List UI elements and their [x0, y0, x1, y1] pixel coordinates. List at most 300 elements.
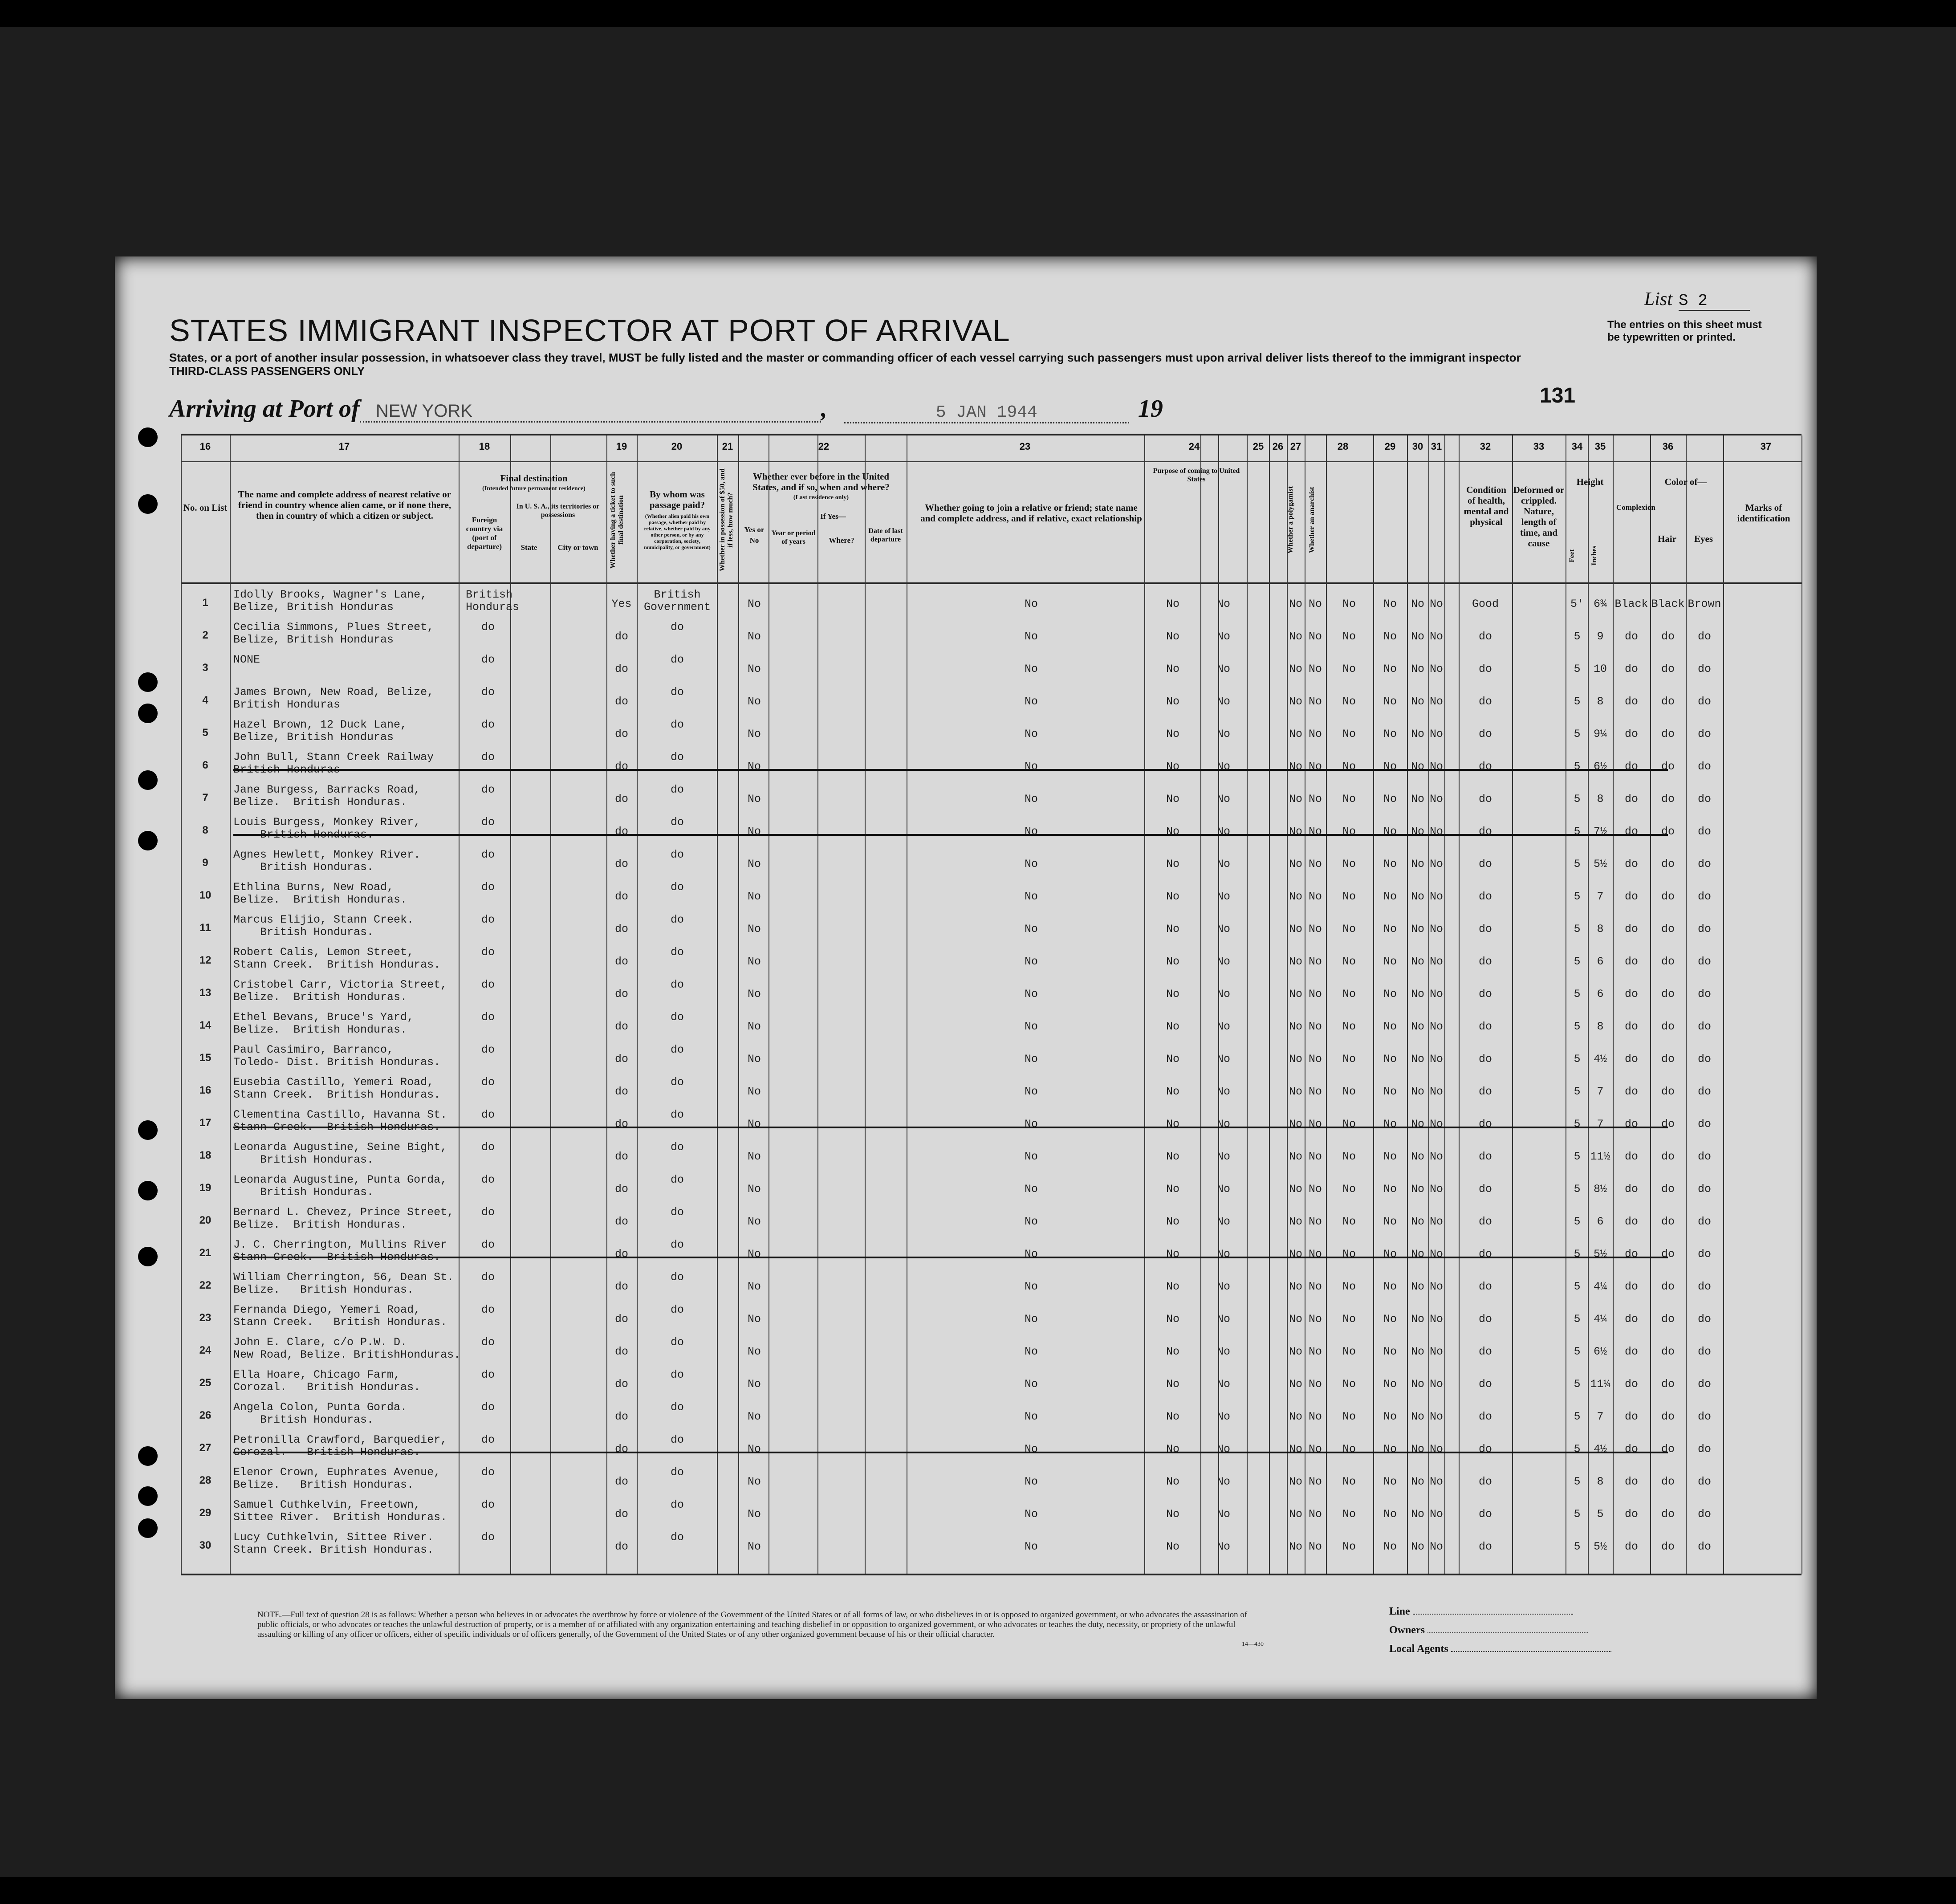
owners-blank[interactable] — [1427, 1632, 1588, 1633]
cell-c26: No — [1289, 663, 1302, 675]
cell-hair: do — [1661, 1053, 1675, 1066]
col-in-usa: In U. S. A., its territories or possessions — [516, 503, 600, 519]
cell-c29: No — [1383, 793, 1397, 806]
cell-complexion: do — [1624, 1053, 1638, 1066]
cell-p1: No — [1166, 923, 1179, 936]
cell-p2: No — [1216, 1508, 1230, 1521]
cell-c27: No — [1308, 1313, 1322, 1326]
cell-c30: No — [1411, 1378, 1424, 1391]
cell-c27: No — [1308, 760, 1322, 773]
line-blank[interactable] — [1413, 1614, 1573, 1615]
col-passage — [639, 489, 715, 550]
row-number: 30 — [199, 1539, 211, 1551]
cell-c29: No — [1383, 1345, 1397, 1358]
cell-c26: No — [1289, 1053, 1302, 1066]
cell-passage: do — [670, 1173, 684, 1186]
cell-c26: No — [1289, 1150, 1302, 1163]
cell-c26: No — [1289, 1183, 1302, 1196]
cell-c30: No — [1411, 695, 1424, 708]
cell-passage: do — [670, 816, 684, 829]
row-number: 16 — [199, 1084, 211, 1096]
relative-address: Cristobel Carr, Victoria Street, Belize. British Honduras. — [233, 978, 447, 1004]
row-number: 8 — [202, 824, 208, 836]
row-number: 6 — [202, 759, 208, 771]
cell-c30: No — [1411, 923, 1424, 936]
cell-p2: No — [1216, 825, 1230, 838]
row-number: 5 — [202, 727, 208, 739]
cell-c30: No — [1411, 630, 1424, 643]
cell-feet: 5 — [1574, 728, 1581, 740]
cell-foreign: do — [481, 621, 495, 634]
cell-c26: No — [1289, 1540, 1302, 1553]
cell-c29: No — [1383, 630, 1397, 643]
cell-p1: No — [1166, 858, 1179, 871]
cell-c27: No — [1308, 1118, 1322, 1131]
column-number: 28 — [1337, 441, 1349, 452]
cell-c30: No — [1411, 988, 1424, 1001]
cell-inches: 7½ — [1593, 825, 1607, 838]
cell-feet: 5 — [1574, 890, 1581, 903]
cell-passage: do — [670, 946, 684, 959]
cell-before: No — [747, 598, 761, 610]
page-number: 131 — [1540, 384, 1576, 407]
list-value: S 2 — [1679, 292, 1750, 311]
row-number: 23 — [199, 1312, 211, 1324]
col-final-destination — [462, 473, 606, 494]
cell-feet: 5 — [1574, 1508, 1581, 1521]
table-row — [181, 944, 1801, 976]
cell-passage: do — [670, 1141, 684, 1154]
agents-blank[interactable] — [1451, 1651, 1611, 1652]
cell-p2: No — [1216, 1215, 1230, 1228]
cell-hair: do — [1661, 1085, 1675, 1098]
table-row — [181, 1172, 1801, 1203]
cell-c27: No — [1308, 1053, 1322, 1066]
table-row — [181, 1465, 1801, 1496]
cell-c26: No — [1289, 793, 1302, 806]
cell-p2: No — [1216, 923, 1230, 936]
relative-address: Angela Colon, Punta Gorda. British Honduras. — [233, 1401, 407, 1426]
relative-address: Ella Hoare, Chicago Farm, Corozal. British Honduras. — [233, 1368, 421, 1394]
cell-complexion: do — [1624, 1410, 1638, 1423]
cell-c30: No — [1411, 760, 1424, 773]
table-row — [181, 1042, 1801, 1073]
cell-c29: No — [1383, 1313, 1397, 1326]
cell-passage: do — [670, 1368, 684, 1381]
cell-inches: 7 — [1597, 1410, 1604, 1423]
column-number: 31 — [1431, 441, 1442, 452]
col-deformed: Deformed or crippled. Nature, length of time, and cause — [1513, 484, 1565, 549]
table-row — [181, 847, 1801, 878]
cell-c27: No — [1308, 1540, 1322, 1553]
cell-p2: No — [1216, 858, 1230, 871]
cell-foreign: do — [481, 1531, 495, 1544]
cell-hair: do — [1661, 1443, 1675, 1456]
cell-foreign: do — [481, 1173, 495, 1186]
cell-passage: do — [670, 1303, 684, 1316]
cell-c29: No — [1383, 1280, 1397, 1293]
relative-address: William Cherrington, 56, Dean St. Belize. British Honduras. — [233, 1271, 454, 1296]
cell-p2: No — [1216, 1345, 1230, 1358]
cell-c28: No — [1342, 760, 1356, 773]
cell-ticket: do — [614, 760, 628, 773]
cell-hair: do — [1661, 923, 1675, 936]
cell-p2: No — [1216, 1540, 1230, 1553]
relative-address: NONE — [233, 653, 260, 666]
cell-feet: 5 — [1574, 1020, 1581, 1033]
cell-ticket: do — [614, 955, 628, 968]
cell-passage: do — [670, 881, 684, 894]
cell-p2: No — [1216, 598, 1230, 610]
row-number: 18 — [199, 1149, 211, 1161]
relative-address: Hazel Brown, 12 Duck Lane, Belize, British Honduras — [233, 718, 407, 744]
cell-c29: No — [1383, 1508, 1397, 1521]
table-row — [181, 684, 1801, 716]
cell-ticket: do — [614, 1378, 628, 1391]
table-row — [181, 1204, 1801, 1236]
cell-c27: No — [1308, 1280, 1322, 1293]
cell-complexion: do — [1624, 1345, 1638, 1358]
punch-hole — [138, 427, 158, 447]
cell-c27: No — [1308, 1345, 1322, 1358]
col-purpose: Purpose of coming to United States — [1153, 467, 1240, 483]
column-number: 35 — [1594, 441, 1606, 452]
cell-c30: No — [1411, 1118, 1424, 1131]
cell-feet: 5 — [1574, 1248, 1581, 1261]
cell-c30: No — [1411, 1053, 1424, 1066]
cell-eyes: do — [1697, 695, 1711, 708]
cell-passage: do — [670, 1271, 684, 1284]
cell-join: No — [1024, 1378, 1038, 1391]
cell-c30: No — [1411, 1183, 1424, 1196]
cell-c30: No — [1411, 1280, 1424, 1293]
cell-p2: No — [1216, 1313, 1230, 1326]
relative-address: Fernanda Diego, Yemeri Road, Stann Creek. British Honduras. — [233, 1303, 447, 1329]
arriving-label: Arriving at Port of — [169, 395, 360, 423]
cell-passage: do — [670, 686, 684, 699]
cell-c28: No — [1342, 923, 1356, 936]
relative-address: Samuel Cuthkelvin, Freetown, Sittee River. British Honduras. — [233, 1498, 447, 1524]
table-row — [181, 1009, 1801, 1041]
before-us-note: (Last residence only) — [793, 494, 849, 501]
cell-p1: No — [1166, 1313, 1179, 1326]
cell-c28: No — [1342, 1540, 1356, 1553]
cell-eyes: do — [1697, 1248, 1711, 1261]
relative-address: Eusebia Castillo, Yemeri Road, Stann Creek. British Honduras. — [233, 1076, 441, 1101]
cell-before: No — [747, 695, 761, 708]
cell-before: No — [747, 1020, 761, 1033]
cell-hair: do — [1661, 1508, 1675, 1521]
cell-health: do — [1478, 1345, 1492, 1358]
cell-ticket: do — [614, 1020, 628, 1033]
cell-health: do — [1478, 1313, 1492, 1326]
cell-eyes: do — [1697, 1345, 1711, 1358]
column-number: 32 — [1480, 441, 1491, 452]
cell-c29: No — [1383, 988, 1397, 1001]
cell-eyes: do — [1697, 760, 1711, 773]
header-divider — [181, 582, 1801, 584]
cell-c26: No — [1289, 695, 1302, 708]
cell-c28: No — [1342, 1020, 1356, 1033]
date-stamp: 5 JAN 1944 — [844, 403, 1129, 423]
col-hair: Hair — [1658, 533, 1676, 544]
cell-p1: No — [1166, 630, 1179, 643]
agents-signature — [1389, 1643, 1611, 1655]
col-foreign-country: Foreign country via (port of departure) — [466, 516, 503, 551]
col-height: Height — [1576, 476, 1604, 487]
cell-join: No — [1024, 1248, 1038, 1261]
cell-c30: No — [1411, 663, 1424, 675]
film-border-top — [0, 0, 1956, 27]
cell-inches: 5½ — [1593, 1248, 1607, 1261]
cell-c31: No — [1429, 793, 1443, 806]
arrival-line: Arriving at Port of NEW YORK , 5 JAN 1944 19 — [169, 395, 1163, 423]
cell-health: do — [1478, 890, 1492, 903]
cell-c31: No — [1429, 1053, 1443, 1066]
relative-address: J. C. Cherrington, Mullins River Stann Creek. British Honduras. — [233, 1238, 447, 1264]
relative-address: Louis Burgess, Monkey River, British Honduras. — [233, 816, 421, 841]
cell-c31: No — [1429, 1443, 1443, 1456]
cell-health: Good — [1472, 598, 1499, 610]
cell-c28: No — [1342, 1085, 1356, 1098]
cell-foreign: do — [481, 1238, 495, 1251]
cell-join: No — [1024, 695, 1038, 708]
cell-complexion: do — [1624, 1085, 1638, 1098]
cell-p2: No — [1216, 955, 1230, 968]
cell-c27: No — [1308, 1508, 1322, 1521]
cell-hair: do — [1661, 955, 1675, 968]
cell-health: do — [1478, 1280, 1492, 1293]
cell-foreign: do — [481, 783, 495, 796]
cell-c31: No — [1429, 1475, 1443, 1488]
cell-complexion: do — [1624, 1183, 1638, 1196]
cell-join: No — [1024, 1215, 1038, 1228]
cell-inches: 10 — [1593, 663, 1607, 675]
col-feet: Feet — [1568, 549, 1576, 562]
cell-c27: No — [1308, 1020, 1322, 1033]
cell-eyes: do — [1697, 1085, 1711, 1098]
final-destination-label: Final destination — [500, 473, 568, 484]
cell-c27: No — [1308, 1085, 1322, 1098]
cell-passage: do — [670, 1531, 684, 1544]
column-number: 37 — [1760, 441, 1772, 452]
cell-p1: No — [1166, 1280, 1179, 1293]
cell-before: No — [747, 1215, 761, 1228]
cell-hair: do — [1661, 1378, 1675, 1391]
cell-health: do — [1478, 955, 1492, 968]
cell-complexion: do — [1624, 923, 1638, 936]
passage-note: (Whether alien paid his own passage, whether paid by relative, whether paid by any other person, or by any corporation, society, municipality, or government) — [644, 513, 711, 550]
cell-p1: No — [1166, 760, 1179, 773]
cell-complexion: do — [1624, 1280, 1638, 1293]
cell-passage: do — [670, 1043, 684, 1056]
line-label: Line — [1389, 1606, 1410, 1617]
relative-address: John Bull, Stann Creek Railway British Honduras — [233, 751, 434, 776]
cell-inches: 4¼ — [1593, 1280, 1607, 1293]
table-row — [181, 977, 1801, 1008]
cell-foreign: do — [481, 686, 495, 699]
cell-c31: No — [1429, 1378, 1443, 1391]
cell-hair: do — [1661, 1313, 1675, 1326]
cell-health: do — [1478, 1443, 1492, 1456]
cell-join: No — [1024, 1345, 1038, 1358]
cell-health: do — [1478, 923, 1492, 936]
cell-feet: 5 — [1574, 760, 1581, 773]
cell-eyes: do — [1697, 858, 1711, 871]
cell-complexion: do — [1624, 1118, 1638, 1131]
column-number: 16 — [199, 441, 211, 452]
cell-complexion: do — [1624, 890, 1638, 903]
cell-c29: No — [1383, 1020, 1397, 1033]
cell-complexion: do — [1624, 1150, 1638, 1163]
cell-eyes: do — [1697, 1508, 1711, 1521]
line-signature — [1389, 1606, 1573, 1618]
cell-health: do — [1478, 988, 1492, 1001]
table-row — [181, 1334, 1801, 1366]
cell-complexion: do — [1624, 825, 1638, 838]
cell-foreign: do — [481, 1043, 495, 1056]
cell-complexion: do — [1624, 728, 1638, 740]
column-number: 29 — [1384, 441, 1396, 452]
cell-before: No — [747, 825, 761, 838]
row-number: 28 — [199, 1474, 211, 1486]
cell-feet: 5 — [1574, 630, 1581, 643]
cell-eyes: do — [1697, 1313, 1711, 1326]
cell-foreign: do — [481, 1401, 495, 1414]
cell-p2: No — [1216, 630, 1230, 643]
cell-passage: do — [670, 1466, 684, 1479]
cell-c31: No — [1429, 1280, 1443, 1293]
relative-address: Leonarda Augustine, Punta Gorda, British Honduras. — [233, 1173, 447, 1199]
row-number: 22 — [199, 1279, 211, 1291]
relative-address: Elenor Crown, Euphrates Avenue, Belize. British Honduras. — [233, 1466, 441, 1491]
table-row — [181, 1530, 1801, 1561]
cell-hair: do — [1661, 1150, 1675, 1163]
cell-feet: 5' — [1570, 598, 1584, 610]
cell-p1: No — [1166, 955, 1179, 968]
cell-join: No — [1024, 1085, 1038, 1098]
cell-before: No — [747, 1085, 761, 1098]
cell-hair: do — [1661, 1475, 1675, 1488]
cell-c30: No — [1411, 728, 1424, 740]
cell-p1: No — [1166, 663, 1179, 675]
cell-ticket: Yes — [611, 598, 632, 610]
cell-p2: No — [1216, 1053, 1230, 1066]
column-divider — [1801, 435, 1802, 1574]
cell-c31: No — [1429, 1313, 1443, 1326]
table-row — [181, 814, 1801, 846]
table-row — [181, 652, 1801, 683]
cell-passage: do — [670, 751, 684, 764]
cell-complexion: do — [1624, 1313, 1638, 1326]
cell-c26: No — [1289, 728, 1302, 740]
cell-c27: No — [1308, 1443, 1322, 1456]
cell-foreign: do — [481, 718, 495, 731]
cell-c27: No — [1308, 630, 1322, 643]
cell-before: No — [747, 630, 761, 643]
cell-p1: No — [1166, 1410, 1179, 1423]
column-number: 22 — [818, 441, 830, 452]
cell-complexion: do — [1624, 1508, 1638, 1521]
cell-ticket: do — [614, 1118, 628, 1131]
cell-feet: 5 — [1574, 1378, 1581, 1391]
cell-c29: No — [1383, 1248, 1397, 1261]
cell-before: No — [747, 858, 761, 871]
cell-p1: No — [1166, 1150, 1179, 1163]
cell-c27: No — [1308, 793, 1322, 806]
cell-ticket: do — [614, 858, 628, 871]
col-relative: The name and complete address of nearest relative or friend in country whence alien came, or if none there, then in country of which a citizen or subject. — [238, 489, 451, 521]
cell-c26: No — [1289, 1378, 1302, 1391]
cell-p2: No — [1216, 1118, 1230, 1131]
cell-join: No — [1024, 1508, 1038, 1521]
cell-c28: No — [1342, 1378, 1356, 1391]
cell-p1: No — [1166, 598, 1179, 610]
cell-c28: No — [1342, 1313, 1356, 1326]
cell-foreign: do — [481, 1498, 495, 1511]
cell-c29: No — [1383, 760, 1397, 773]
row-number: 1 — [202, 597, 208, 609]
cell-health: do — [1478, 1053, 1492, 1066]
row-number: 17 — [199, 1117, 211, 1129]
cell-hair: do — [1661, 663, 1675, 675]
cell-c29: No — [1383, 1475, 1397, 1488]
punch-hole — [138, 672, 158, 692]
row-number: 19 — [199, 1182, 211, 1194]
table-row — [181, 587, 1801, 618]
cell-c30: No — [1411, 1215, 1424, 1228]
cell-eyes: do — [1697, 1183, 1711, 1196]
cell-c31: No — [1429, 663, 1443, 675]
table-row — [181, 749, 1801, 781]
punch-hole — [138, 1486, 158, 1506]
cell-c26: No — [1289, 1248, 1302, 1261]
owners-label: Owners — [1389, 1624, 1425, 1636]
row-number: 9 — [202, 857, 208, 869]
cell-c26: No — [1289, 598, 1302, 610]
cell-p1: No — [1166, 1215, 1179, 1228]
table-row — [181, 782, 1801, 813]
cell-inches: 5 — [1597, 1508, 1604, 1521]
col-joining: Whether going to join a relative or friend; state name and complete address, and if relative, exact relationship — [920, 502, 1142, 524]
cell-p2: No — [1216, 760, 1230, 773]
cell-p1: No — [1166, 1378, 1179, 1391]
column-number: 26 — [1272, 441, 1284, 452]
cell-c28: No — [1342, 695, 1356, 708]
cell-c29: No — [1383, 955, 1397, 968]
cell-before: No — [747, 1118, 761, 1131]
cell-ticket: do — [614, 695, 628, 708]
cell-hair: do — [1661, 728, 1675, 740]
cell-inches: 7 — [1597, 1085, 1604, 1098]
cell-c28: No — [1342, 890, 1356, 903]
cell-ticket: do — [614, 1053, 628, 1066]
table-row — [181, 1269, 1801, 1301]
cell-p2: No — [1216, 988, 1230, 1001]
cell-c29: No — [1383, 923, 1397, 936]
cell-p1: No — [1166, 1475, 1179, 1488]
cell-join: No — [1024, 1053, 1038, 1066]
footnote — [257, 1610, 1264, 1649]
row-number: 11 — [199, 922, 211, 934]
cell-foreign: do — [481, 1336, 495, 1349]
cell-hair: Black — [1651, 598, 1685, 610]
row-number: 13 — [199, 987, 211, 999]
punch-hole — [138, 770, 158, 790]
cell-complexion: do — [1624, 1248, 1638, 1261]
cell-health: do — [1478, 858, 1492, 871]
cell-health: do — [1478, 1215, 1492, 1228]
